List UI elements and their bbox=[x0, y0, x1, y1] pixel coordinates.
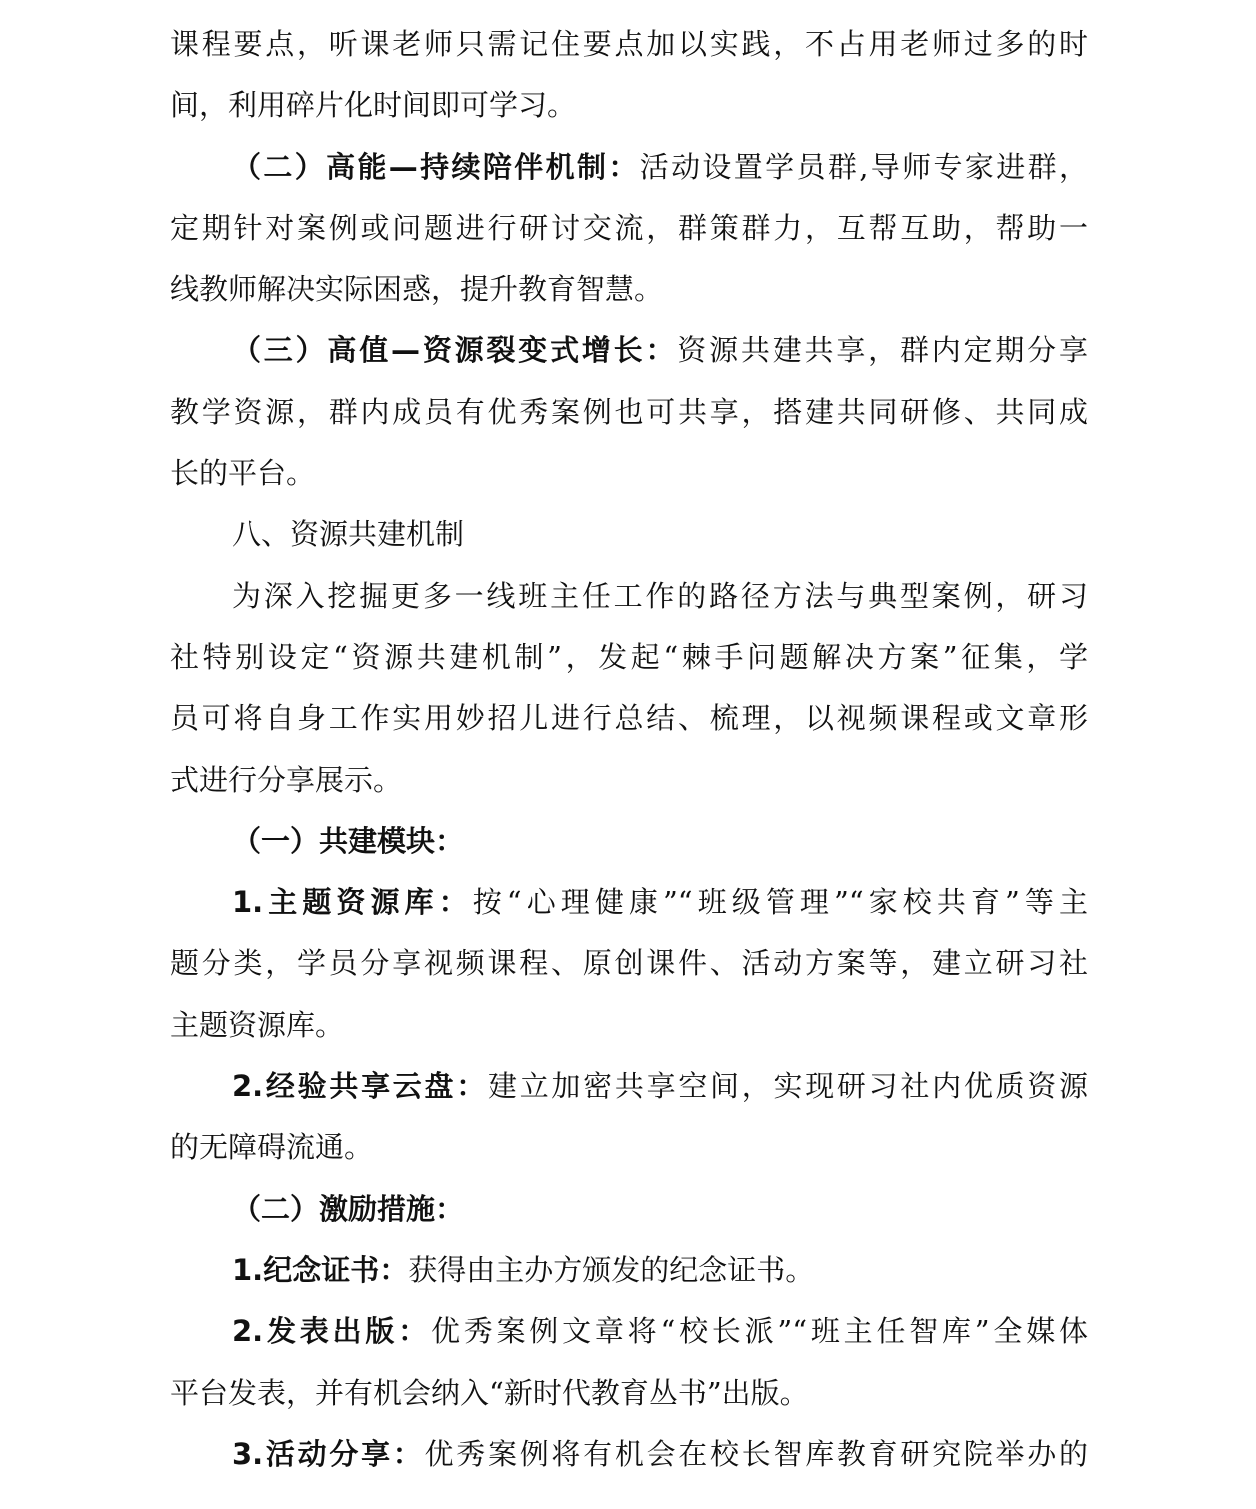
text-line bbox=[170, 198, 1088, 259]
body-text: 社特别设定“资源共建机制”，发起“棘手问题解决方案”征集，学 bbox=[170, 639, 1088, 674]
body-text: 题分类，学员分享视频课程、原创课件、活动方案等，建立研习社 bbox=[170, 946, 1088, 981]
bold-heading: （一）共建模块： bbox=[232, 823, 465, 858]
text-line bbox=[170, 872, 1088, 933]
body-text: 定期针对案例或问题进行研讨交流，群策群力，互帮互助，帮助一 bbox=[170, 210, 1088, 245]
bold-heading: 1.纪念证书： bbox=[232, 1252, 409, 1287]
text-line bbox=[170, 504, 1088, 565]
body-text: 主题资源库。 bbox=[170, 1007, 345, 1042]
bold-heading: 2.发表出版： bbox=[232, 1314, 431, 1349]
text-line bbox=[170, 1179, 1088, 1240]
text-line bbox=[170, 688, 1088, 749]
body-text: 长的平台。 bbox=[170, 456, 316, 491]
text-line bbox=[170, 75, 1088, 136]
bold-heading: （二）激励措施： bbox=[232, 1191, 465, 1226]
body-text: 按“心理健康”“班级管理”“家校共育”等主 bbox=[472, 885, 1088, 920]
bold-heading: （二）高能—持续陪伴机制： bbox=[232, 149, 640, 184]
text-line bbox=[170, 1117, 1088, 1178]
text-line bbox=[170, 1301, 1088, 1362]
body-text: 教学资源，群内成员有优秀案例也可共享，搭建共同研修、共同成 bbox=[170, 394, 1088, 429]
bold-heading: 1.主题资源库： bbox=[232, 885, 473, 920]
body-text: 优秀案例文章将“校长派”“班主任智库”全媒体 bbox=[430, 1314, 1088, 1349]
text-line bbox=[170, 811, 1088, 872]
text-line bbox=[170, 627, 1088, 688]
body-text: 间，利用碎片化时间即可学习。 bbox=[170, 88, 577, 123]
bold-heading: 3.活动分享： bbox=[232, 1436, 425, 1471]
text-line bbox=[170, 566, 1088, 627]
bold-heading: 2.经验共享云盘： bbox=[232, 1069, 488, 1104]
text-line bbox=[170, 137, 1088, 198]
body-text: 为深入挖掘更多一线班主任工作的路径方法与典型案例，研习 bbox=[232, 578, 1088, 613]
text-line bbox=[170, 14, 1088, 75]
body-text: 的无障碍流通。 bbox=[170, 1130, 374, 1165]
text-line bbox=[170, 995, 1088, 1056]
text-line bbox=[170, 443, 1088, 504]
text-line bbox=[170, 1363, 1088, 1424]
document-page bbox=[170, 14, 1088, 1485]
body-text: 获得由主办方颁发的纪念证书。 bbox=[408, 1252, 815, 1287]
body-text: 八、资源共建机制 bbox=[232, 517, 465, 552]
body-text: 课程要点，听课老师只需记住要点加以实践，不占用老师过多的时 bbox=[170, 27, 1088, 61]
text-line bbox=[170, 382, 1088, 443]
body-text: 式进行分享展示。 bbox=[170, 762, 403, 797]
body-text: 平台发表，并有机会纳入“新时代教育丛书”出版。 bbox=[170, 1375, 809, 1410]
text-line bbox=[170, 259, 1088, 320]
text-line bbox=[170, 1240, 1088, 1301]
body-text: 优秀案例将有机会在校长智库教育研究院举办的 bbox=[424, 1436, 1088, 1471]
text-line bbox=[170, 750, 1088, 811]
body-text: 建立加密共享空间，实现研习社内优质资源 bbox=[487, 1069, 1088, 1104]
text-line bbox=[170, 933, 1088, 994]
body-text: 员可将自身工作实用妙招儿进行总结、梳理，以视频课程或文章形 bbox=[170, 701, 1088, 736]
body-text: 线教师解决实际困惑，提升教育智慧。 bbox=[170, 272, 664, 307]
text-line bbox=[170, 320, 1088, 381]
body-text: 资源共建共享，群内定期分享 bbox=[677, 333, 1088, 368]
body-text: 活动设置学员群,导师专家进群， bbox=[639, 149, 1088, 184]
bold-heading: （三）高值—资源裂变式增长： bbox=[232, 333, 678, 368]
text-line bbox=[170, 1056, 1088, 1117]
text-line bbox=[170, 1424, 1088, 1485]
